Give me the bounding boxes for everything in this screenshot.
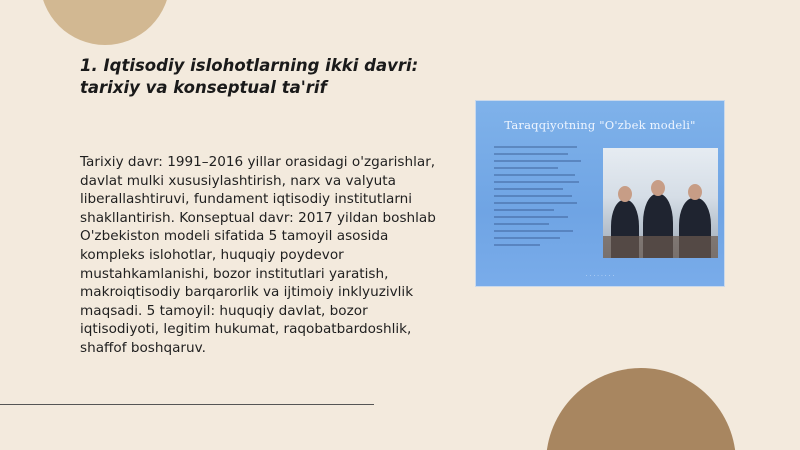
slide-title-line-2: tarixiy va konseptual ta'rif [80, 78, 327, 97]
divider-line [0, 404, 374, 405]
slide-title-line-1: 1. Iqtisodiy islohotlarning ikki davri: [80, 56, 419, 75]
embedded-slide-footer: · · · · · · · · [585, 273, 615, 280]
slide-body-text: Tarixiy davr: 1991–2016 yillar orasidagi o'zgarishlar, davlat mulki xususiylashtirish, narx va valyuta liberallashtiruvi, fundament iqtisodiy institutlarni shakllantirish. Konseptual davr: 2017 yildan boshlab O'zbekiston modeli sifatida 5 tamoyil asosida kompleks islohotlar, huquqiy poydevor mustahkamlanishi, bozor institutlari yaratish, makroiqtisodiy barqarorlik va ijtimoiy inklyuzivlik maqsadi. 5 tamoyil: huquqiy davlat, bozor iqtisodiyoti, legitim hukumat, raqobatbardoshlik, shaffof boshqaruv. [80, 154, 436, 356]
embedded-slide-photo [603, 148, 718, 258]
decorative-circle-bottom [546, 368, 736, 450]
decorative-circle-top [40, 0, 170, 45]
embedded-slide-text-block [494, 146, 586, 251]
embedded-slide-image [475, 100, 725, 287]
slide-title [80, 55, 440, 99]
embedded-slide-heading: Taraqqiyotning "O'zbek modeli" [504, 118, 696, 132]
